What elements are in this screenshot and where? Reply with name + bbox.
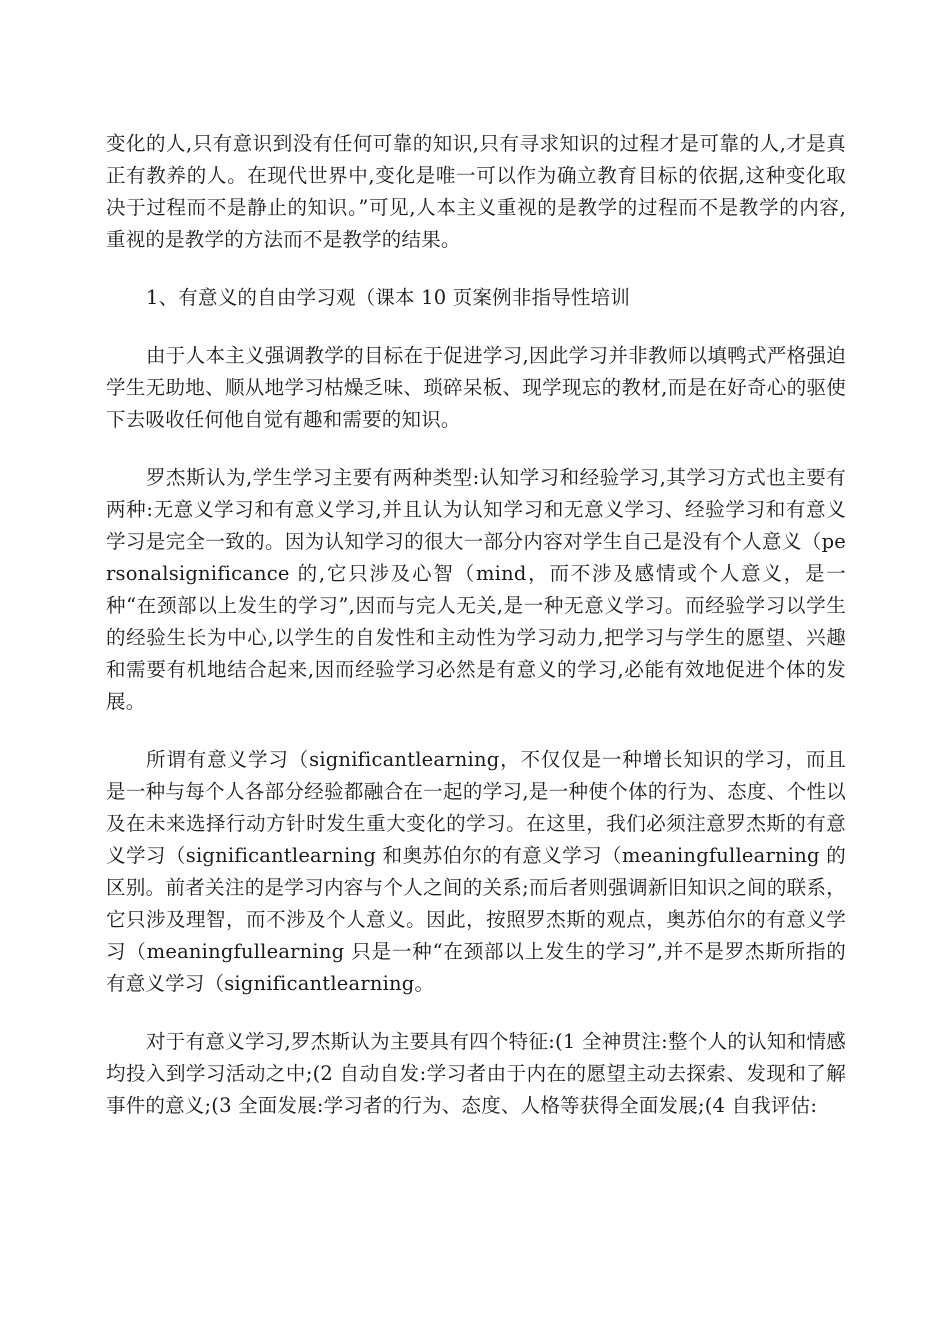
- paragraph-rogers-learning-types: 罗杰斯认为,学生学习主要有两种类型:认知学习和经验学习,其学习方式也主要有两种:无意义学习和有意义学习,并且认为认知学习和无意义学习、经验学习和有意义学习是完全一致的。因为认知学习的很大一部分内容对学生自己是没有个人意义（personalsignificance 的,它只涉及心智（mind，而不涉及感情或个人意义，是一种“在颈部以上发生的学习”,因而与完人无关,是一种无意义学习。而经验学习以学生的经验生长为中心,以学生的自发性和主动性为学习动力,把学习与学生的愿望、兴趣和需要有机地结合起来,因而经验学习必然是有意义的学习,必能有效地促进个体的发展。: [106, 466, 846, 713]
- paragraph-learning-goal: 由于人本主义强调教学的目标在于促进学习,因此学习并非教师以填鸭式严格强迫学生无助地、顺从地学习枯燥乏味、琐碎呆板、现学现忘的教材,而是在好奇心的驱使下去吸收任何他自觉有趣和需要的知识。: [106, 344, 846, 431]
- paragraph-significant-learning: 所谓有意义学习（significantlearning，不仅仅是一种增长知识的学习，而且是一种与每个人各部分经验都融合在一起的学习,是一种使个体的行为、态度、个性以及在未来选择行动方针时发生重大变化的学习。在这里，我们必须注意罗杰斯的有意义学习（significantlearning 和奥苏伯尔的有意义学习（meaningfullearning 的区别。前者关注的是学习内容与个人之间的关系;而后者则强调新旧知识之间的联系，它只涉及理智，而不涉及个人意义。因此，按照罗杰斯的观点，奥苏伯尔的有意义学习（meaningfullearning 只是一种“在颈部以上发生的学习”,并不是罗杰斯所指的有意义学习（significantlearning。: [106, 748, 846, 995]
- section-heading-meaningful-free-learning: 1、有意义的自由学习观（课本 10 页案例非指导性培训: [146, 286, 631, 309]
- document-body: [106, 128, 846, 1148]
- paragraph-four-features: 对于有意义学习,罗杰斯认为主要具有四个特征:(1 全神贯注:整个人的认知和情感均投入到学习活动之中;(2 自动自发:学习者由于内在的愿望主动去探索、发现和了解事件的意义;(3 全面发展:学习者的行为、态度、人格等获得全面发展;(4 自我评估:: [106, 1030, 846, 1117]
- paragraph-intro-continuation: 变化的人,只有意识到没有任何可靠的知识,只有寻求知识的过程才是可靠的人,才是真正有教养的人。在现代世界中,变化是唯一可以作为确立教育目标的依据,这种变化取决于过程而不是静止的知识。”可见,人本主义重视的是教学的过程而不是教学的内容,重视的是教学的方法而不是教学的结果。: [106, 132, 846, 251]
